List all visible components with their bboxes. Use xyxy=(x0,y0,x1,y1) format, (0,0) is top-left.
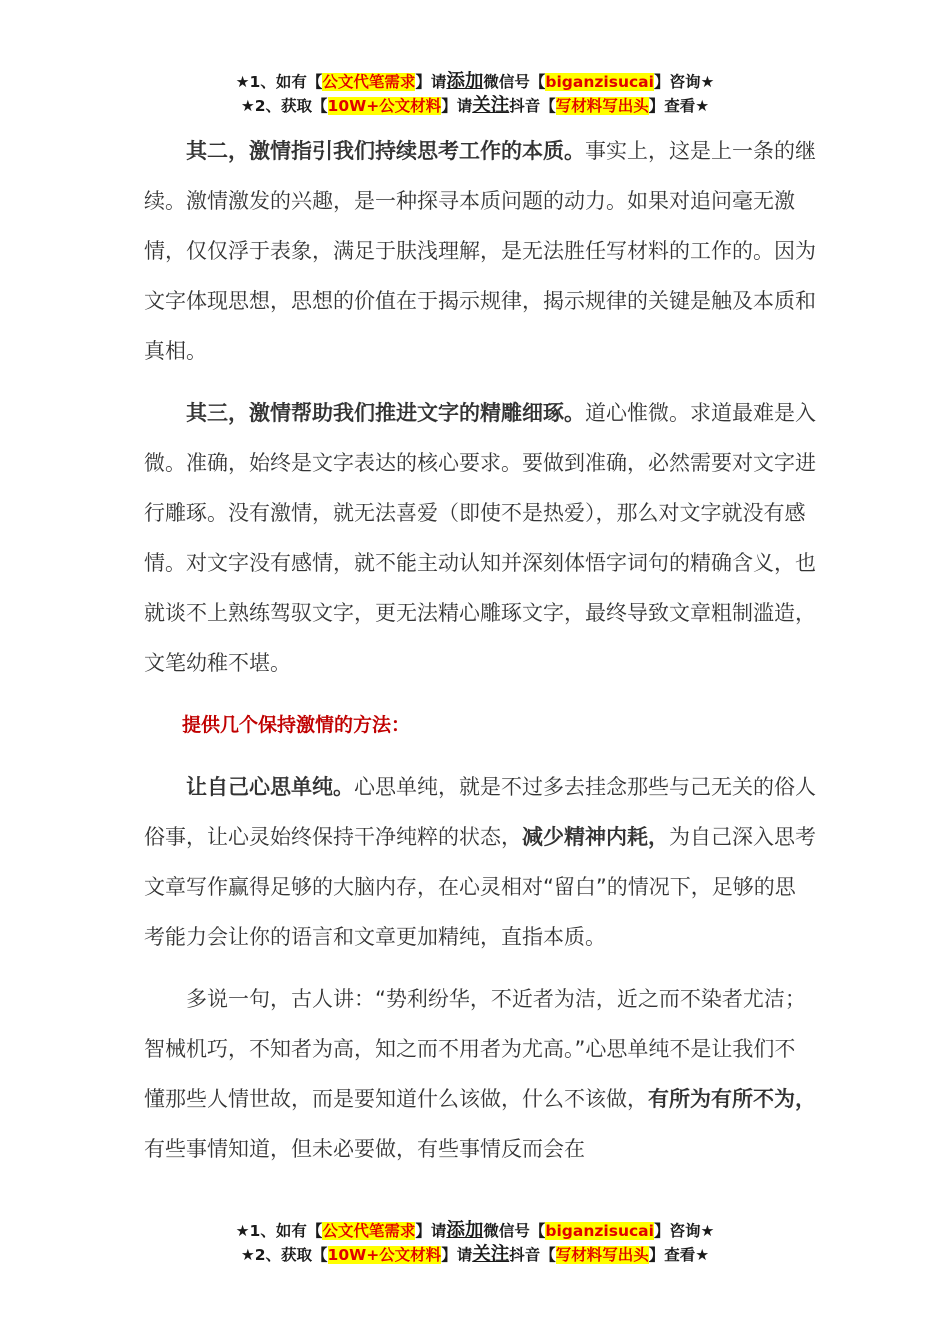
promo-wechat-id: biganzisucai xyxy=(545,1222,654,1240)
promo-banner-top xyxy=(0,70,950,118)
paragraph-passion-essence xyxy=(144,126,816,376)
promo-text: 】请 xyxy=(415,1222,447,1240)
promo-wechat-id: biganzisucai xyxy=(545,73,654,91)
promo-text: 抖音【 xyxy=(509,1246,556,1264)
promo-text: ★1、如有【 xyxy=(235,1222,323,1240)
promo-highlight: 10W+公文材料 xyxy=(327,1246,442,1264)
paragraph-bold-phrase: 减少精神内耗， xyxy=(522,825,669,849)
promo-emphasis: 添加 xyxy=(446,71,484,92)
promo-text: 】查看★ xyxy=(648,97,710,115)
paragraph-lead: 其二，激情指引我们持续思考工作的本质。 xyxy=(186,139,585,163)
paragraph-bold-phrase: 有所为有所不为， xyxy=(648,1087,816,1111)
promo-douyin-account: 写材料写出头 xyxy=(555,97,649,115)
promo-text: 】请 xyxy=(415,73,447,91)
paragraph-text: 有些事情知道，但未必要做，有些事情反而会在 xyxy=(144,1137,585,1161)
promo-text: 】请 xyxy=(441,97,473,115)
promo-text: ★2、获取【 xyxy=(240,1246,328,1264)
paragraph-text: 道心惟微。求道最难是入微。准确，始终是文字表达的核心要求。要做到准确，必然需要对文字进行雕琢。没有激情，就无法喜爱（即使不是热爱），那么对文字就没有感情。对文字没有感情，就不能主动认知并深刻体悟字词句的精确含义，也就谈不上熟练驾驭文字，更无法精心雕琢文字，最终导致文章粗制滥造，文笔幼稚不堪。 xyxy=(144,401,816,675)
article-body xyxy=(144,126,816,1186)
paragraph-ancient-quote xyxy=(144,974,816,1174)
promo-text: 微信号【 xyxy=(483,73,546,91)
paragraph-text: 为自己深入思考文章写作赢得足够的大脑内存，在心灵相对“留白”的情况下，足够的思考能力会让你的语言和文章更加精纯，直指本质。 xyxy=(144,825,816,949)
promo-text: ★2、获取【 xyxy=(240,97,328,115)
promo-text: 抖音【 xyxy=(509,97,556,115)
paragraph-lead: 其三，激情帮助我们推进文字的精雕细琢。 xyxy=(186,401,585,425)
promo-line-1 xyxy=(0,1219,950,1243)
paragraph-passion-polish xyxy=(144,388,816,688)
promo-emphasis: 关注 xyxy=(472,1244,510,1265)
promo-line-2 xyxy=(0,1243,950,1267)
promo-text: 】查看★ xyxy=(648,1246,710,1264)
paragraph-text: 多说一句，古人讲：“势利纷华，不近者为洁，近之而不染者尤洁；智械机巧，不知者为高，知之而不用者为尤高。”心思单纯不是让我们不懂那些人情世故，而是要知道什么该做，什么不该做， xyxy=(144,987,806,1111)
promo-emphasis: 关注 xyxy=(472,95,510,116)
promo-line-2 xyxy=(0,94,950,118)
promo-banner-bottom xyxy=(0,1219,950,1267)
section-heading: 提供几个保持激情的方法： xyxy=(182,714,411,736)
promo-text: 】请 xyxy=(441,1246,473,1264)
paragraph-lead: 让自己心思单纯。 xyxy=(186,775,354,799)
promo-emphasis: 添加 xyxy=(446,1220,484,1241)
promo-text: 】咨询★ xyxy=(653,73,715,91)
promo-text: 】咨询★ xyxy=(653,1222,715,1240)
promo-highlight: 10W+公文材料 xyxy=(327,97,442,115)
promo-line-1 xyxy=(0,70,950,94)
promo-highlight: 公文代笔需求 xyxy=(322,1222,416,1240)
paragraph-text: 事实上，这是上一条的继续。激情激发的兴趣，是一种探寻本质问题的动力。如果对追问毫无激情，仅仅浮于表象，满足于肤浅理解，是无法胜任写材料的工作的。因为文字体现思想，思想的价值在于揭示规律，揭示规律的关键是触及本质和真相。 xyxy=(144,139,816,363)
promo-highlight: 公文代笔需求 xyxy=(322,73,416,91)
paragraph-text: 心思单纯，就是不过多去挂念那些与己无关的俗人俗事，让心灵始终保持干净纯粹的状态， xyxy=(144,775,816,849)
paragraph-simple-mind xyxy=(144,762,816,962)
promo-text: 微信号【 xyxy=(483,1222,546,1240)
promo-text: ★1、如有【 xyxy=(235,73,323,91)
promo-douyin-account: 写材料写出头 xyxy=(555,1246,649,1264)
